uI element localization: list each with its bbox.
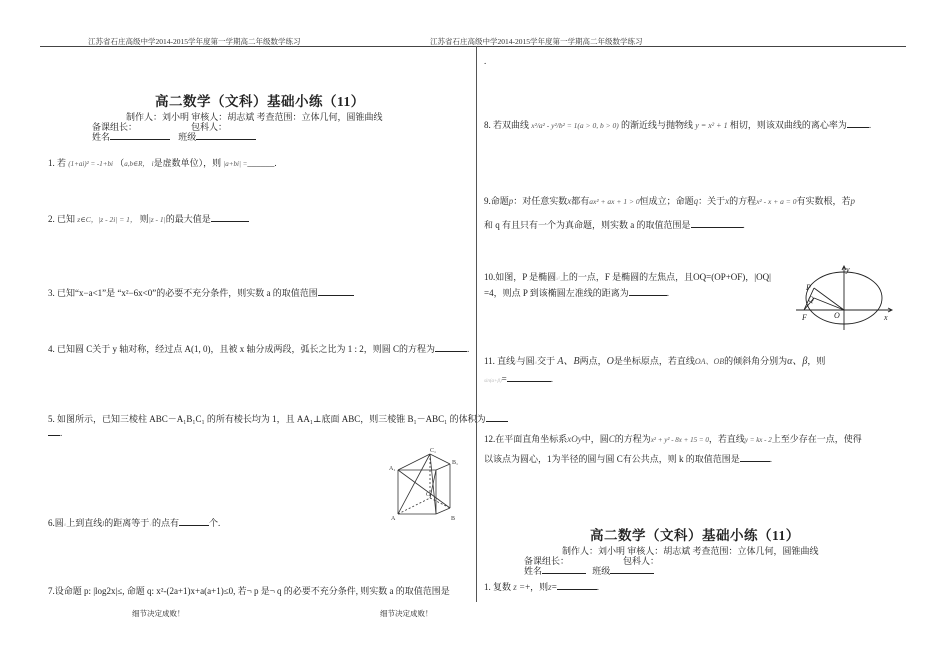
right-meta-line1: 制作人：刘小明 审核人：胡志斌 考查范围：立体几何，圆锥曲线 xyxy=(562,546,819,556)
right-top-dot: . xyxy=(484,56,487,66)
page-divider xyxy=(476,46,477,602)
label-c: C xyxy=(426,492,431,498)
right-class-label: 班级 xyxy=(592,566,611,576)
q8-answer-blank[interactable] xyxy=(847,118,869,128)
right-meta-line3 xyxy=(524,564,654,577)
name-label: 姓名 xyxy=(92,132,111,142)
left-q2: 2. 已知 z∈C，|z - 2i| = 1， 则|z - 1|的最大值是 xyxy=(48,212,249,227)
q2-answer-blank[interactable] xyxy=(211,212,249,222)
right-q10-line1: 10.如图，P 是椭圆x²上的一点，F 是椭圆的左焦点，且OQ=(OP+OF)，|OQ| xyxy=(484,272,771,282)
class-blank[interactable] xyxy=(196,130,256,140)
left-q4: 4. 已知圆 C关于 y 轴对称，经过点 A(1, 0)，且被 x 轴分成两段，弧长之比为 1 : 2，则圆 C的方程为 . xyxy=(48,344,470,354)
mid-footer: 细节决定成败！ xyxy=(380,609,433,618)
q10-answer-blank[interactable] xyxy=(629,286,667,296)
right-header: 江苏省石庄高级中学2014-2015学年度第一学期高二年级数学练习 xyxy=(430,37,643,46)
right-title: 高二数学（文科）基础小练（11） xyxy=(590,528,800,543)
left-q7: 7.设命题 p: |log2x|≤, 命题 q: x²-(2a+1)x+a(a+1)≤0, 若¬ p 是¬ q 的必要不充分条件, 则实数 a 的取值范围是 xyxy=(48,586,450,596)
header-rule xyxy=(40,46,906,47)
left-q5: 5. 如图所示，已知三棱柱 ABC－A₁B₁C₁ 的所有棱长均为 1，且 AA₁⊥底面 ABC，则三棱锥 B₁－ABC₁ 的体积为 xyxy=(48,412,508,426)
right-class-blank[interactable] xyxy=(610,564,654,574)
q11-answer-blank[interactable] xyxy=(507,372,551,382)
right-q1-answer-blank[interactable] xyxy=(557,580,597,590)
class-label: 班级 xyxy=(178,132,197,142)
left-q5-line2: . xyxy=(48,426,62,440)
right-q9-line1: 9.命题p：对任意实数x都有ax² + ax + 1 > 0恒成立；命题q：关于x的方程x² - x + a = 0有实数根，若p xyxy=(484,196,855,206)
label-b1: B₁ xyxy=(452,460,459,466)
label-a: A xyxy=(391,516,396,522)
ellipse-label-x: x xyxy=(884,313,888,322)
right-q12-line1: 12.在平面直角坐标系xOy中，圆C的方程为x² + y² - 8x + 15 = 0，若直线y = kx - 2上至少存在一点，使得 xyxy=(484,434,862,444)
left-footer: 细节决定成败！ xyxy=(132,609,185,618)
left-title: 高二数学（文科）基础小练（11） xyxy=(155,94,365,109)
left-meta-line3 xyxy=(92,130,256,143)
ellipse-label-p: P xyxy=(806,283,811,292)
right-q12-line2: 以该点为圆心，1为半径的圆与圆 C有公共点，则 k 的取值范围是 . xyxy=(484,454,773,464)
q3-answer-blank[interactable] xyxy=(318,286,354,296)
q5-answer-blank[interactable] xyxy=(486,412,508,422)
q4-answer-blank[interactable] xyxy=(435,342,467,352)
ellipse-label-f: F xyxy=(802,313,807,322)
label-a1: A₁ xyxy=(389,466,396,472)
ellipse-label-y: y xyxy=(846,265,850,274)
q12-answer-blank[interactable] xyxy=(740,452,770,462)
q9-answer-blank[interactable] xyxy=(691,218,743,228)
right-q11-line2: sin(α+β)= . xyxy=(484,374,553,384)
ellipse-label-q: Q xyxy=(808,295,814,304)
ellipse-figure xyxy=(792,262,896,332)
label-b: B xyxy=(451,516,456,522)
left-q1: 1. 若 (1+ai)² = -1+bi （a,b∈R， i是虚数单位），则 |a+bi| =______. xyxy=(48,158,277,168)
left-q3: 3. 已知“x−a<1”是 “x²−6x<0”的必要不充分条件，则实数 a 的取值范围 xyxy=(48,286,354,300)
right-name-label: 姓名 xyxy=(524,566,543,576)
q1-answer-blank[interactable]: ______. xyxy=(247,158,277,168)
ellipse-label-o: O xyxy=(834,311,840,320)
right-q9-line2: 和 q 有且只有一个为真命题，则实数 a 的取值范围是 . xyxy=(484,220,745,230)
right-meta-line2: 备课组长： 包科人： xyxy=(524,556,660,566)
prism-figure xyxy=(388,446,462,526)
right-q1: 1. 复数 z =+，则z= . xyxy=(484,582,600,592)
label-c1: C₁ xyxy=(430,448,437,454)
left-meta-line2: 备课组长： 包科人： xyxy=(92,122,228,132)
right-q10-line2: =4，则点 P 到该椭圆左准线的距离为 . xyxy=(484,288,669,298)
left-meta-line1: 制作人：刘小明 审核人：胡志斌 考查范围：立体几何，圆锥曲线 xyxy=(126,112,383,122)
name-blank[interactable] xyxy=(110,130,170,140)
right-q11-line1: 11. 直线l与圆o交于 A、B两点，O是坐标原点，若直线OA、OB的倾斜角分别为α、β，则 xyxy=(484,356,826,367)
right-name-blank[interactable] xyxy=(542,564,586,574)
left-header: 江苏省石庄高级中学2014-2015学年度第一学期高二年级数学练习 xyxy=(88,37,301,46)
right-q8: 8. 若双曲线 x²/a² - y²/b² = 1(a > 0, b > 0) 的渐近线与抛物线 y = x² + 1 相切，则该双曲线的离心率为 . xyxy=(484,120,872,130)
q6-answer-blank[interactable] xyxy=(179,516,209,526)
left-q6: 6.圆o上到直线l的距离等于√的点有 个. xyxy=(48,518,221,528)
